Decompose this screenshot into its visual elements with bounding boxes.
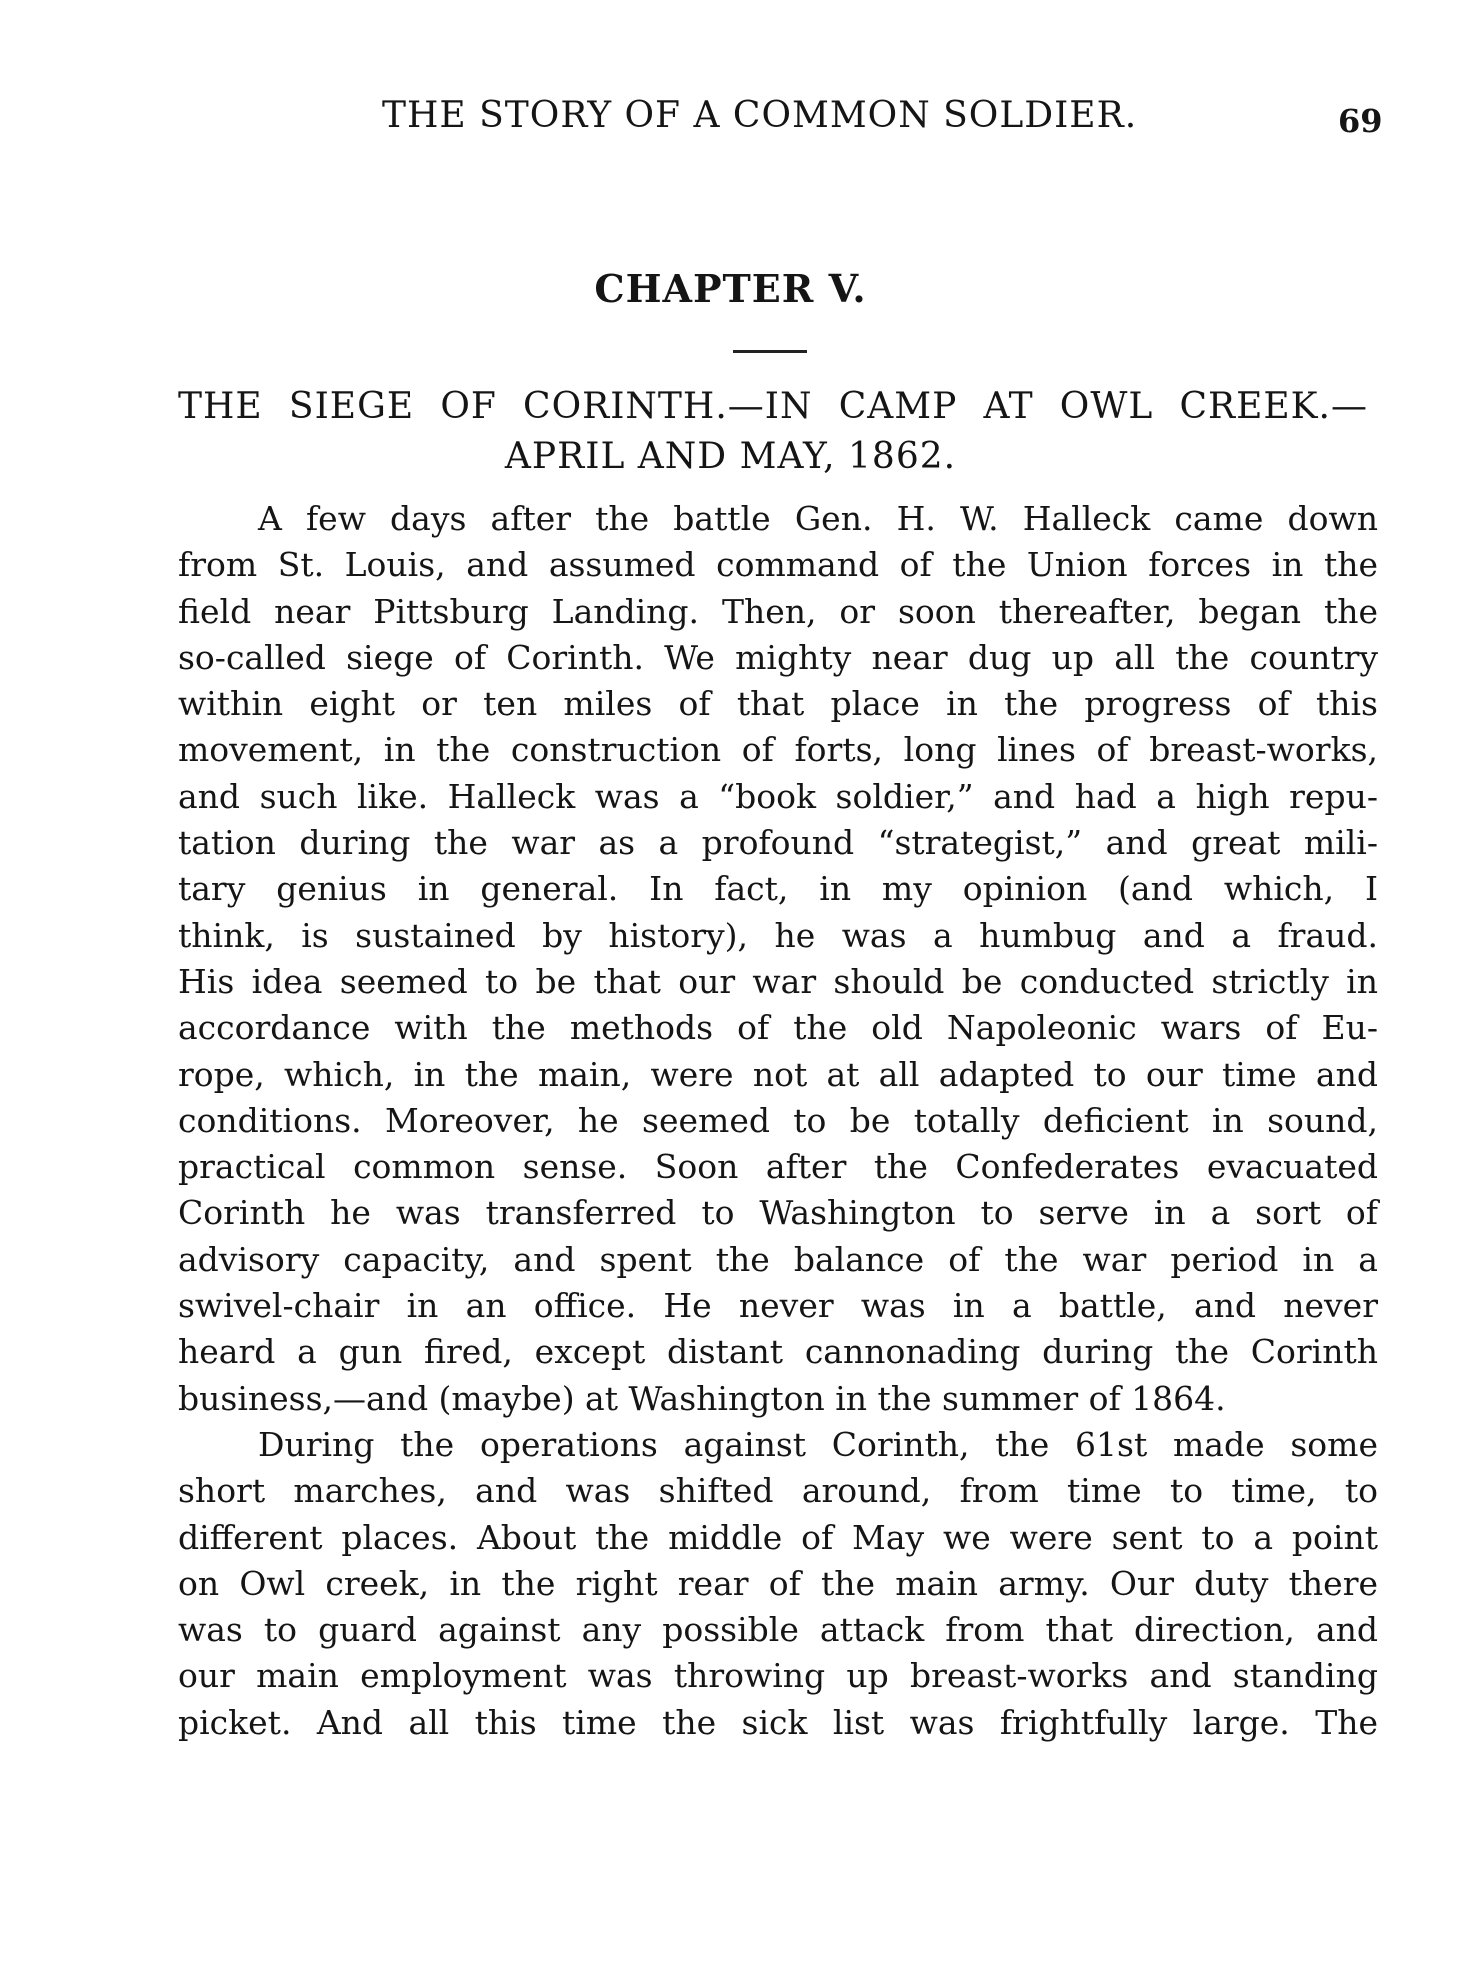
text-line: heard a gun fired, except distant cannonading during the Corinth (178, 1332, 1378, 1372)
text-line: from St. Louis, and assumed command of the Union forces in the (178, 545, 1378, 585)
text-line: our main employment was throwing up breast-works and standing (178, 1656, 1378, 1696)
text-line: field near Pittsburg Landing. Then, or soon thereafter, began the (178, 591, 1378, 631)
divider-rule (733, 350, 807, 353)
text-line: swivel-chair in an office. He never was in a battle, and never (178, 1286, 1378, 1326)
text-line: movement, in the construction of forts, long lines of breast-works, (178, 730, 1378, 770)
text-line: short marches, and was shifted around, from time to time, to (178, 1471, 1378, 1511)
text-line: different places. About the middle of May we were sent to a point (178, 1517, 1378, 1557)
text-line: His idea seemed to be that our war should be conducted strictly in (178, 961, 1378, 1001)
text-line: business,—and (maybe) at Washington in the summer of 1864. (178, 1378, 1226, 1418)
body-text (178, 496, 1378, 1746)
text-line: picket. And all this time the sick list was frightfully large. The (178, 1702, 1378, 1742)
text-line: so-called siege of Corinth. We mighty near dug up all the country (178, 637, 1378, 677)
text-line: tary genius in general. In fact, in my opinion (and which, I (178, 869, 1378, 909)
text-line: and such like. Halleck was a “book soldier,” and had a high repu- (178, 776, 1378, 816)
text-line: A few days after the battle Gen. H. W. Halleck came down (258, 499, 1378, 538)
running-head: THE STORY OF A COMMON SOLDIER. (382, 95, 1138, 136)
text-line: on Owl creek, in the right rear of the main army. Our duty there (178, 1563, 1378, 1603)
text-line: tation during the war as a profound “strategist,” and great mili- (178, 823, 1378, 863)
text-line: practical common sense. Soon after the Confederates evacuated (178, 1147, 1378, 1187)
text-line: accordance with the methods of the old Napoleonic wars of Eu- (178, 1008, 1378, 1048)
text-line: think, is sustained by history), he was a humbug and a fraud. (178, 915, 1378, 955)
chapter-heading-line-1: THE SIEGE OF CORINTH.—IN CAMP AT OWL CREEK.— (178, 386, 1368, 427)
chapter-heading-line-2: APRIL AND MAY, 1862. (504, 436, 957, 477)
text-line: During the operations against Corinth, the 61st made some (258, 1424, 1378, 1464)
page-number: 69 (1338, 102, 1383, 140)
text-line: advisory capacity, and spent the balance of the war period in a (178, 1239, 1378, 1279)
paragraph-2 (178, 1422, 1378, 1746)
text-line: within eight or ten miles of that place in the progress of this (178, 684, 1378, 724)
text-line: conditions. Moreover, he seemed to be totally deficient in sound, (178, 1100, 1378, 1140)
text-line: was to guard against any possible attack from that direction, and (178, 1610, 1378, 1650)
text-line: rope, which, in the main, were not at all adapted to our time and (178, 1054, 1378, 1094)
paragraph-1 (178, 496, 1378, 1422)
text-line: Corinth he was transferred to Washington to serve in a sort of (178, 1193, 1378, 1233)
chapter-title: CHAPTER V. (594, 266, 867, 311)
